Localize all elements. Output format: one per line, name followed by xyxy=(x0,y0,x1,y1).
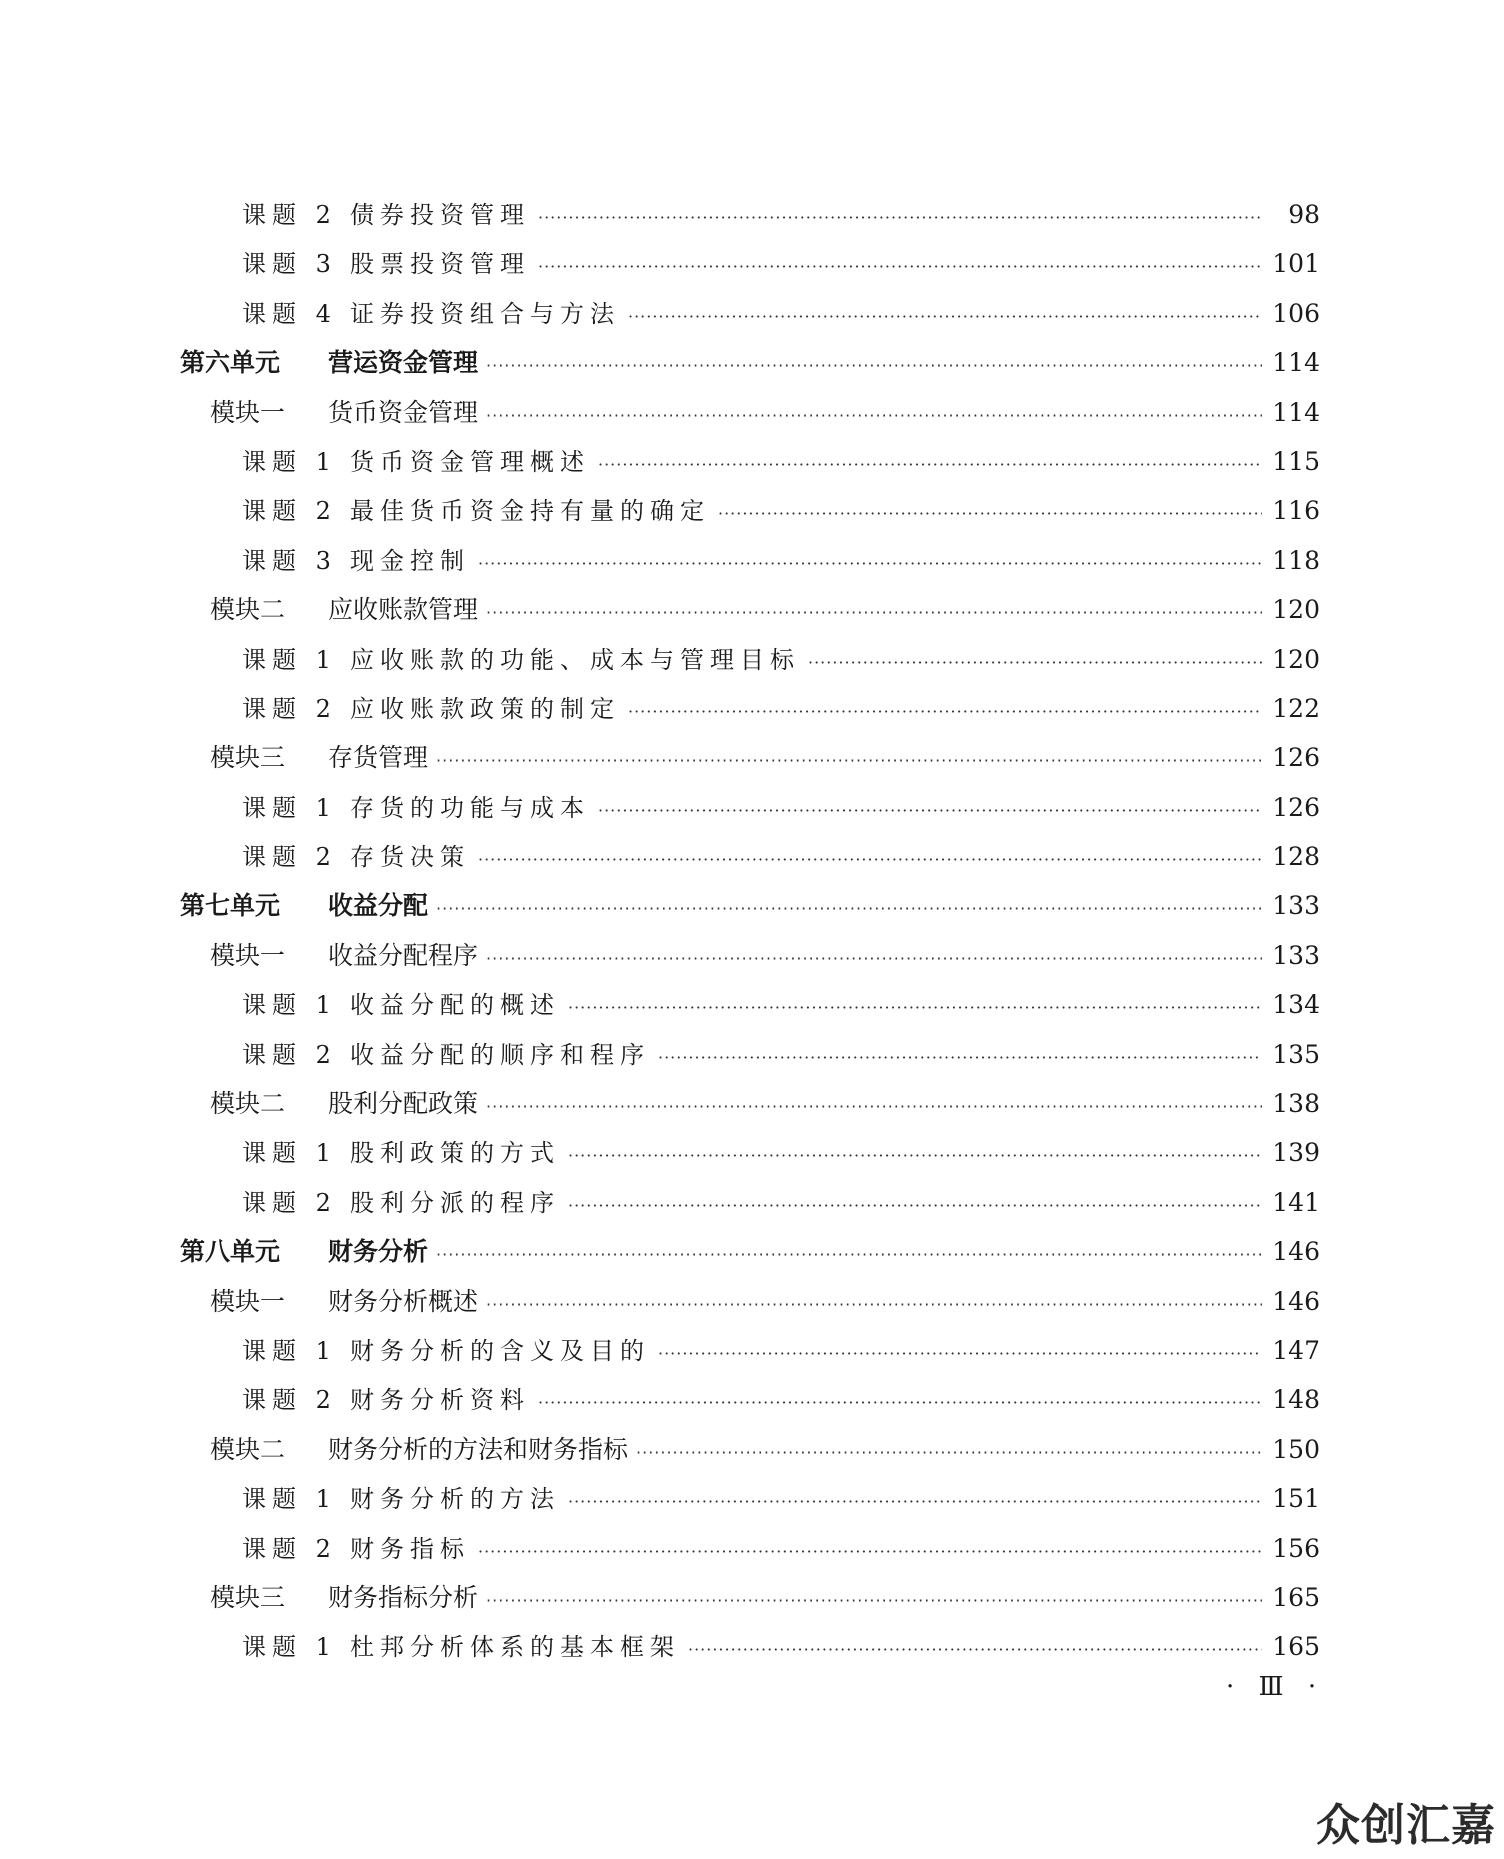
toc-lesson-row[interactable] xyxy=(180,1474,1320,1523)
dot-leader xyxy=(478,539,1262,588)
toc-entry-page: 106 xyxy=(1272,298,1320,328)
toc-entry-page: 122 xyxy=(1272,693,1320,723)
toc-lesson-row[interactable] xyxy=(180,289,1320,338)
toc-lesson-row[interactable] xyxy=(180,832,1320,881)
dot-leader xyxy=(486,934,1262,983)
toc-lesson-row[interactable] xyxy=(180,536,1320,585)
dot-leader xyxy=(538,242,1262,291)
toc-entry-number: 课题 2 xyxy=(242,1040,337,1069)
toc-lesson-row[interactable] xyxy=(180,486,1320,535)
toc-entry-page: 148 xyxy=(1272,1385,1320,1415)
toc-entry-number: 课题 2 xyxy=(242,1188,337,1217)
dot-leader xyxy=(718,489,1262,538)
toc-unit-row[interactable] xyxy=(180,1227,1320,1276)
toc-entry-title: 证券投资组合与方法 xyxy=(350,299,620,328)
dot-leader xyxy=(658,1033,1262,1082)
dot-leader xyxy=(436,1230,1262,1279)
toc-entry-title: 应收账款的功能、成本与管理目标 xyxy=(350,645,800,674)
toc-lesson-row[interactable] xyxy=(180,437,1320,486)
toc-entry-title: 最佳货币资金持有量的确定 xyxy=(350,497,710,526)
toc-entry-number: 课题 2 xyxy=(242,1386,337,1415)
toc-entry-title: 货币资金管理 xyxy=(328,397,479,427)
toc-entry-title: 财务分析 xyxy=(328,1237,429,1267)
toc-entry-number: 课题 2 xyxy=(242,497,337,526)
dot-leader xyxy=(568,1181,1262,1230)
table-of-contents xyxy=(180,190,1320,1672)
toc-entry-number: 第七单元 xyxy=(180,891,281,921)
toc-unit-row[interactable] xyxy=(180,338,1320,387)
toc-entry-page: 133 xyxy=(1272,891,1320,921)
toc-entry-title: 存货管理 xyxy=(328,743,429,773)
toc-entry-number: 模块二 xyxy=(210,1089,286,1119)
toc-lesson-row[interactable] xyxy=(180,239,1320,288)
watermark-logo: 众创汇嘉 xyxy=(1316,1800,1496,1851)
toc-entry-title: 财务分析的方法 xyxy=(350,1485,560,1514)
toc-module-row[interactable] xyxy=(180,1079,1320,1128)
toc-entry-number: 课题 3 xyxy=(242,546,337,575)
dot-leader xyxy=(538,193,1262,242)
toc-entry-title: 杜邦分析体系的基本框架 xyxy=(350,1633,680,1662)
dot-leader xyxy=(486,588,1262,637)
toc-entry-title: 股利分配政策 xyxy=(328,1089,479,1119)
dot-leader xyxy=(636,1428,1262,1477)
toc-entry-title: 营运资金管理 xyxy=(328,348,479,378)
toc-lesson-row[interactable] xyxy=(180,684,1320,733)
toc-entry-page: 115 xyxy=(1272,446,1320,476)
toc-entry-number: 模块二 xyxy=(210,595,286,625)
toc-lesson-row[interactable] xyxy=(180,1128,1320,1177)
toc-entry-page: 101 xyxy=(1272,249,1320,279)
toc-lesson-row[interactable] xyxy=(180,1375,1320,1424)
toc-entry-page: 118 xyxy=(1272,545,1320,575)
toc-entry-title: 应收账款管理 xyxy=(328,595,479,625)
toc-entry-number: 课题 1 xyxy=(242,1485,337,1514)
toc-entry-number: 模块一 xyxy=(210,940,286,970)
toc-entry-page: 165 xyxy=(1272,1582,1320,1612)
toc-entry-number: 第六单元 xyxy=(180,348,281,378)
dot-leader xyxy=(478,835,1262,884)
toc-entry-title: 财务分析资料 xyxy=(350,1386,530,1415)
dot-leader xyxy=(598,786,1262,835)
toc-entry-page: 151 xyxy=(1272,1484,1320,1514)
dot-leader xyxy=(808,638,1262,687)
toc-entry-number: 课题 3 xyxy=(242,250,337,279)
toc-entry-page: 98 xyxy=(1288,200,1320,229)
dot-leader xyxy=(436,736,1262,785)
toc-module-row[interactable] xyxy=(180,585,1320,634)
toc-entry-title: 货币资金管理概述 xyxy=(350,447,590,476)
toc-entry-title: 股票投资管理 xyxy=(350,250,530,279)
toc-lesson-row[interactable] xyxy=(180,1326,1320,1375)
toc-entry-page: 146 xyxy=(1272,1286,1320,1316)
toc-lesson-row[interactable] xyxy=(180,980,1320,1029)
toc-entry-number: 模块三 xyxy=(210,743,286,773)
toc-entry-number: 课题 1 xyxy=(242,1336,337,1365)
dot-leader xyxy=(598,440,1262,489)
toc-entry-title: 收益分配 xyxy=(328,891,429,921)
toc-entry-title: 财务分析的方法和财务指标 xyxy=(328,1434,629,1464)
toc-entry-page: 138 xyxy=(1272,1089,1320,1119)
toc-entry-title: 财务指标 xyxy=(350,1534,470,1563)
toc-entry-number: 课题 2 xyxy=(242,843,337,872)
toc-entry-page: 128 xyxy=(1272,842,1320,872)
toc-entry-page: 139 xyxy=(1272,1138,1320,1168)
toc-entry-number: 模块二 xyxy=(210,1434,286,1464)
dot-leader xyxy=(658,1329,1262,1378)
toc-unit-row[interactable] xyxy=(180,881,1320,930)
toc-entry-page: 156 xyxy=(1272,1533,1320,1563)
toc-entry-page: 120 xyxy=(1272,595,1320,625)
dot-leader xyxy=(568,1477,1262,1526)
toc-entry-page: 133 xyxy=(1272,940,1320,970)
toc-entry-number: 课题 1 xyxy=(242,991,337,1020)
toc-entry-number: 课题 2 xyxy=(242,201,337,229)
toc-entry-title: 收益分配的顺序和程序 xyxy=(350,1040,650,1069)
dot-leader xyxy=(568,983,1262,1032)
toc-entry-number: 课题 1 xyxy=(242,1633,337,1662)
toc-entry-page: 147 xyxy=(1272,1335,1320,1365)
toc-entry-page: 116 xyxy=(1272,496,1320,526)
dot-leader xyxy=(486,1576,1262,1625)
toc-entry-page: 141 xyxy=(1272,1187,1320,1217)
toc-entry-number: 第八单元 xyxy=(180,1237,281,1267)
dot-leader xyxy=(688,1625,1262,1674)
toc-entry-page: 114 xyxy=(1272,397,1320,427)
dot-leader xyxy=(486,1280,1262,1329)
toc-entry-title: 收益分配的概述 xyxy=(350,991,560,1020)
toc-entry-number: 模块三 xyxy=(210,1582,286,1612)
toc-lesson-row[interactable] xyxy=(180,635,1320,684)
dot-leader xyxy=(478,1527,1262,1576)
toc-entry-page: 150 xyxy=(1272,1434,1320,1464)
toc-entry-number: 课题 4 xyxy=(242,299,337,328)
toc-entry-number: 课题 2 xyxy=(242,694,337,723)
dot-leader xyxy=(628,292,1262,341)
toc-entry-title: 存货的功能与成本 xyxy=(350,793,590,822)
dot-leader xyxy=(486,1082,1262,1131)
toc-entry-title: 财务指标分析 xyxy=(328,1582,479,1612)
dot-leader xyxy=(628,687,1262,736)
toc-lesson-row[interactable] xyxy=(180,1524,1320,1573)
toc-lesson-row[interactable] xyxy=(180,1030,1320,1079)
toc-module-row[interactable] xyxy=(180,1277,1320,1326)
toc-entry-number: 模块一 xyxy=(210,1286,286,1316)
toc-module-row[interactable] xyxy=(180,1573,1320,1622)
toc-entry-title: 财务分析的含义及目的 xyxy=(350,1336,650,1365)
toc-module-row[interactable] xyxy=(180,1425,1320,1474)
page-folio: · Ⅲ · xyxy=(1226,1672,1325,1702)
toc-entry-page: 134 xyxy=(1272,990,1320,1020)
toc-entry-number: 课题 2 xyxy=(242,1534,337,1563)
toc-entry-title: 存货决策 xyxy=(350,843,470,872)
dot-leader xyxy=(568,1131,1262,1180)
toc-entry-page: 114 xyxy=(1272,348,1320,378)
dot-leader xyxy=(486,391,1262,440)
toc-lesson-row[interactable] xyxy=(180,1622,1320,1671)
toc-entry-page: 126 xyxy=(1272,743,1320,773)
dot-leader xyxy=(538,1378,1262,1427)
toc-entry-number: 课题 1 xyxy=(242,793,337,822)
toc-entry-page: 165 xyxy=(1272,1632,1320,1662)
toc-lesson-row[interactable] xyxy=(180,1178,1320,1227)
toc-lesson-row[interactable] xyxy=(180,190,1320,239)
toc-entry-page: 146 xyxy=(1272,1237,1320,1267)
toc-entry-title: 财务分析概述 xyxy=(328,1286,479,1316)
dot-leader xyxy=(486,341,1262,390)
toc-entry-title: 现金控制 xyxy=(350,546,470,575)
toc-module-row[interactable] xyxy=(180,388,1320,437)
toc-entry-title: 债券投资管理 xyxy=(350,201,530,229)
toc-entry-page: 120 xyxy=(1272,644,1320,674)
toc-entry-title: 股利分派的程序 xyxy=(350,1188,560,1217)
toc-entry-title: 收益分配程序 xyxy=(328,940,479,970)
toc-entry-title: 股利政策的方式 xyxy=(350,1139,560,1168)
toc-module-row[interactable] xyxy=(180,733,1320,782)
toc-lesson-row[interactable] xyxy=(180,783,1320,832)
toc-entry-number: 课题 1 xyxy=(242,1139,337,1168)
toc-entry-title: 应收账款政策的制定 xyxy=(350,694,620,723)
toc-entry-page: 135 xyxy=(1272,1039,1320,1069)
toc-entry-number: 课题 1 xyxy=(242,447,337,476)
dot-leader xyxy=(436,884,1262,933)
toc-module-row[interactable] xyxy=(180,931,1320,980)
toc-entry-page: 126 xyxy=(1272,792,1320,822)
toc-entry-number: 课题 1 xyxy=(242,645,337,674)
toc-entry-number: 模块一 xyxy=(210,397,286,427)
